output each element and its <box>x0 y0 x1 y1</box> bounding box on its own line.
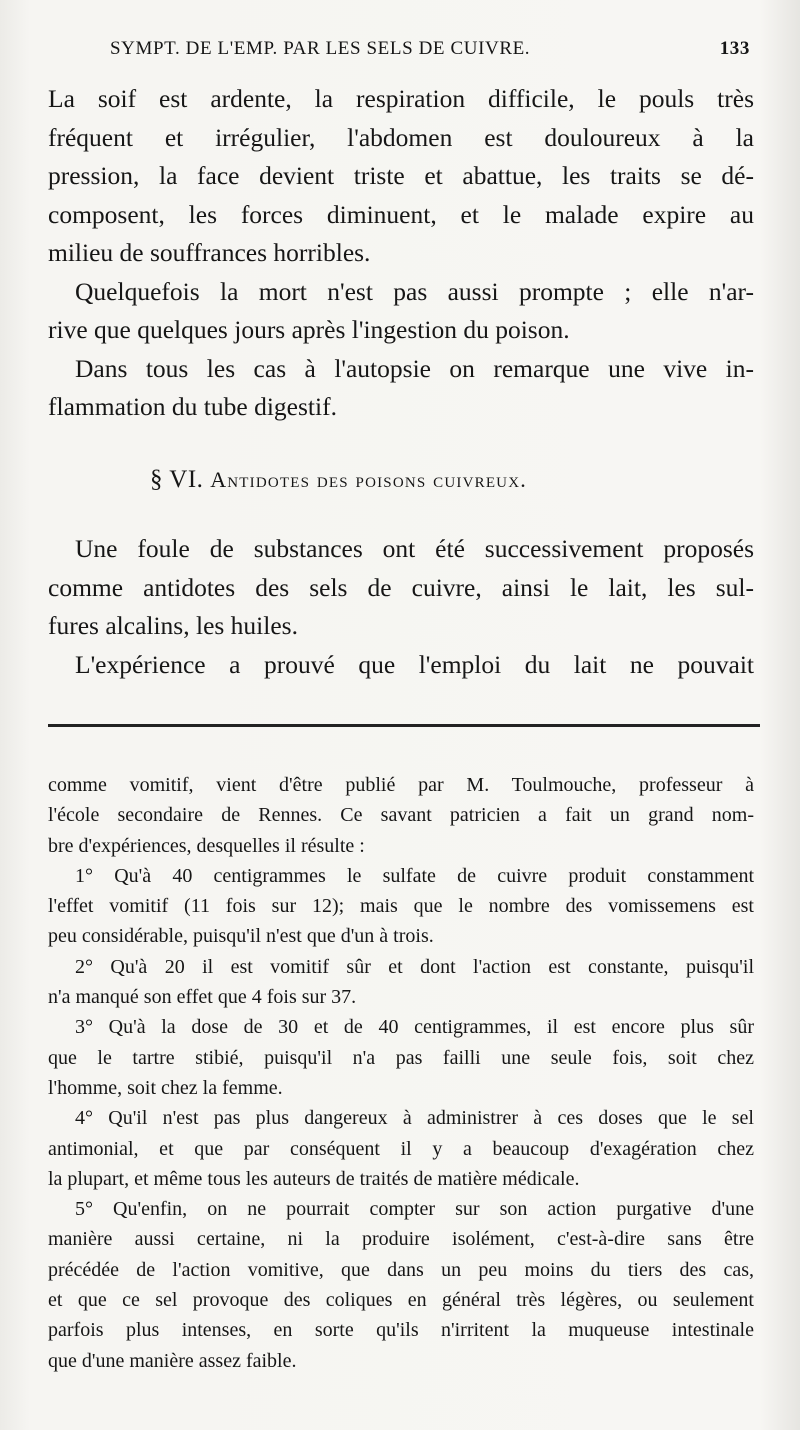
footnote-line: que le tartre stibié, puisqu'il n'a pas failli une seule fois, soit chez <box>48 1046 754 1069</box>
footnote-line: la plupart, et même tous les auteurs de traités de matière médicale. <box>48 1167 580 1190</box>
text-line: fréquent et irrégulier, l'abdomen est douloureux à la <box>48 122 754 152</box>
footnote-paragraph <box>48 770 754 861</box>
footnote-line: l'homme, soit chez la femme. <box>48 1076 283 1099</box>
footnote-paragraph <box>48 861 754 952</box>
footnote-line: et que ce sel provoque des coliques en général très légères, ou seulement <box>48 1289 754 1312</box>
text-line: comme antidotes des sels de cuivre, ainsi le lait, les sul- <box>48 572 754 602</box>
text-line: La soif est ardente, la respiration difficile, le pouls très <box>48 84 754 113</box>
text-line: L'expérience a prouvé que l'emploi du lait ne pouvait <box>75 649 754 679</box>
footnote-paragraph <box>48 1012 754 1103</box>
main-text-continued <box>48 530 754 684</box>
footnote-paragraph <box>48 1103 754 1194</box>
footnote-line: 3° Qu'à la dose de 30 et de 40 centigrammes, il est encore plus sûr <box>75 1016 754 1039</box>
section-symbol: § VI. <box>150 466 204 493</box>
page-number: 133 <box>719 38 750 59</box>
section-heading <box>150 466 670 494</box>
text-line: fures alcalins, les huiles. <box>48 611 298 640</box>
text-line: Une foule de substances ont été successivement proposés <box>75 534 754 563</box>
text-line: milieu de souffrances horribles. <box>48 238 371 267</box>
running-head <box>110 38 750 68</box>
text-line: pression, la face devient triste et abattue, les traits se dé- <box>48 161 754 190</box>
footnote-line: comme vomitif, vient d'être publié par M. Toulmouche, professeur à <box>48 774 754 796</box>
footnote-line: bre d'expériences, desquelles il résulte : <box>48 834 365 857</box>
footnote-paragraph <box>48 952 754 1013</box>
paragraph <box>48 646 754 685</box>
footnote-paragraph <box>48 1194 754 1376</box>
footnote <box>48 770 754 1376</box>
paragraph <box>48 530 754 646</box>
text-line: rive que quelques jours après l'ingestion du poison. <box>48 315 570 344</box>
footnote-line: 1° Qu'à 40 centigrammes le sulfate de cuivre produit constamment <box>75 864 754 887</box>
footnote-line: 4° Qu'il n'est pas plus dangereux à administrer à ces doses que le sel <box>75 1107 754 1130</box>
footnote-line: l'effet vomitif (11 fois sur 12); mais que le nombre des vomissemens est <box>48 895 754 918</box>
text-line: Quelquefois la mort n'est pas aussi prompte ; elle n'ar- <box>75 276 754 306</box>
footnote-line: parfois plus intenses, en sorte qu'ils n'irritent la muqueuse intestinale <box>48 1319 754 1342</box>
footnote-line: antimonial, et que par conséquent il y a beaucoup d'exagération chez <box>48 1137 754 1160</box>
footnote-line: 2° Qu'à 20 il est vomitif sûr et dont l'action est constante, puisqu'il <box>75 955 754 978</box>
footnote-line: n'a manqué son effet que 4 fois sur 37. <box>48 986 357 1009</box>
footnote-line: que d'une manière assez faible. <box>48 1349 297 1372</box>
text-line: flammation du tube digestif. <box>48 392 337 421</box>
paragraph <box>48 80 754 273</box>
footnote-line: précédée de l'action vomitive, que dans un peu moins du tiers des cas, <box>48 1258 754 1281</box>
footnote-rule <box>48 724 760 727</box>
paragraph <box>48 350 754 427</box>
footnote-line: peu considérable, puisqu'il n'est que d'un à trois. <box>48 925 434 948</box>
text-line: composent, les forces diminuent, et le malade expire au <box>48 199 754 229</box>
running-head-title: SYMPT. DE L'EMP. PAR LES SELS DE CUIVRE. <box>110 38 531 59</box>
paragraph <box>48 273 754 350</box>
main-text <box>48 80 754 427</box>
footnote-line: manière aussi certaine, ni la produire isolément, c'est-à-dire sans être <box>48 1228 754 1251</box>
text-line: Dans tous les cas à l'autopsie on remarque une vive in- <box>75 353 754 383</box>
footnote-line: l'école secondaire de Rennes. Ce savant patricien a fait un grand nom- <box>48 804 754 827</box>
footnote-line: 5° Qu'enfin, on ne pourrait compter sur son action purgative d'une <box>75 1198 754 1221</box>
section-title: Antidotes des poisons cuivreux. <box>210 467 527 492</box>
